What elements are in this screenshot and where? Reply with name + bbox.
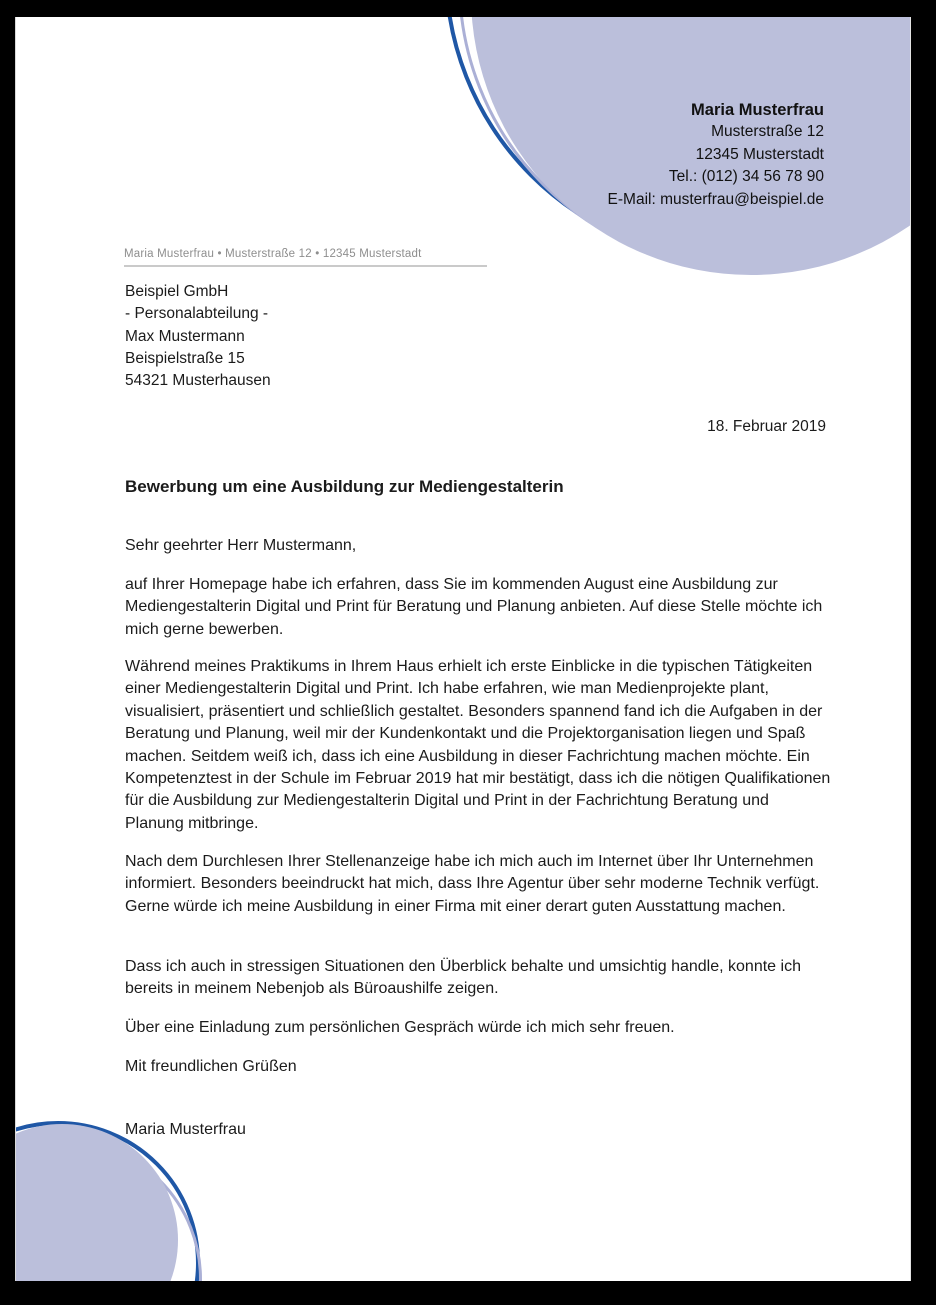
return-address-block xyxy=(124,248,487,267)
sender-email: E-Mail: musterfrau@beispiel.de xyxy=(607,190,824,208)
salutation: Sehr geehrter Herr Mustermann, xyxy=(125,537,357,554)
recipient-person: Max Mustermann xyxy=(125,327,245,345)
sender-street: Musterstraße 12 xyxy=(711,123,824,141)
recipient-address-block xyxy=(125,281,271,392)
body-paragraph: Über eine Einladung zum persönlichen Gespräch würde ich mich sehr freuen. xyxy=(125,1019,675,1036)
signature-name: Maria Musterfrau xyxy=(125,1121,246,1138)
body-paragraph: Nach dem Durchlesen Ihrer Stellenanzeige habe ich mich auch im Internet über Ihr Unternehmen informiert. Besonders beeindruckt hat mich, dass Ihre Agentur über sehr moderne Technik verfügt. Gerne würde ich meine Ausbildung in einer Firma mit einer derart guten Ausstattung machen. xyxy=(125,853,820,915)
recipient-street: Beispielstraße 15 xyxy=(125,349,245,367)
subject-line: Bewerbung um eine Ausbildung zur Mediengestalterin xyxy=(125,477,564,496)
return-address-rule xyxy=(124,265,487,267)
recipient-city: 54321 Musterhausen xyxy=(125,372,271,390)
letter-page xyxy=(15,17,911,1281)
decor-circle-fill-bottom-left xyxy=(15,1124,178,1281)
body-paragraph: auf Ihrer Homepage habe ich erfahren, dass Sie im kommenden August eine Ausbildung zur Mediengestalterin Digital und Print für Beratung und Planung anbieten. Auf diese Stelle möchte ich mich gerne bewerben. xyxy=(125,576,823,638)
letter-date: 18. Februar 2019 xyxy=(707,418,826,435)
recipient-department: - Personalabteilung - xyxy=(125,305,269,323)
recipient-company: Beispiel GmbH xyxy=(125,283,229,300)
body-paragraph: Dass ich auch in stressigen Situationen den Überblick behalte und umsichtig handle, konnte ich bereits in meinem Nebenjob als Büroaushilfe zeigen. xyxy=(125,958,801,998)
sender-phone: Tel.: (012) 34 56 78 90 xyxy=(668,168,824,186)
sender-name: Maria Musterfrau xyxy=(691,101,824,119)
return-address-line: Maria Musterfrau • Musterstraße 12 • 12345 Musterstadt xyxy=(124,248,422,260)
closing-formula: Mit freundlichen Grüßen xyxy=(125,1058,297,1075)
sender-contact-block xyxy=(608,99,824,211)
sender-city: 12345 Musterstadt xyxy=(695,145,824,163)
body-paragraph: Während meines Praktikums in Ihrem Haus erhielt ich erste Einblicke in die typischen Tätigkeiten einer Mediengestalterin Digital und Print. Ich habe erfahren, wie man Medienprojekte plant, visualisiert, präsentiert und schließlich gestaltet. Besonders spannend fand ich die Aufgaben in der Beratung und Planung, weil mir der Kundenkontakt und die Projektorganisation liegen und Spaß machen. Seitdem weiß ich, dass ich eine Ausbildung in dieser Fachrichtung machen möchte. Ein Kompetenztest in der Schule im Februar 2019 hat mir bestätigt, dass ich die nötigen Qualifikationen für die Ausbildung zur Mediengestalterin Digital und Print in der Fachrichtung Beratung und Planung mitbringe. xyxy=(125,658,831,832)
